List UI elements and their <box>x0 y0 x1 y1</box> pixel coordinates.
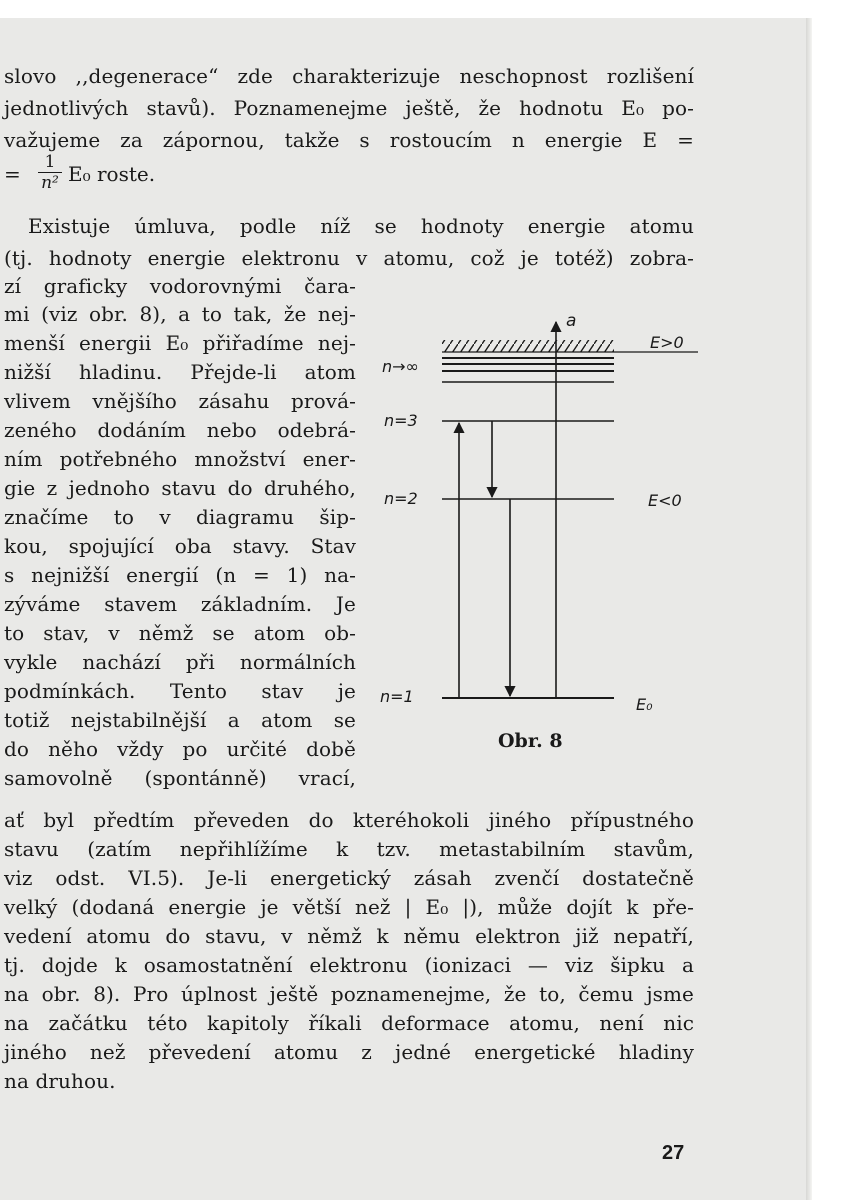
formula-numerator: 1 <box>38 152 62 173</box>
formula-denominator: n² <box>41 173 59 193</box>
text-line: važujeme za zápornou, takže s rostoucím n energie E = <box>4 128 694 152</box>
text-line: velký (dodaná energie je větší než | E₀ |), může dojít k pře- <box>4 895 694 919</box>
text-line: nižší hladinu. Přejde-li atom <box>4 360 356 384</box>
text-line: mi (viz obr. 8), a to tak, že nej- <box>4 302 356 326</box>
formula-fraction <box>38 152 62 193</box>
continuum-hatch <box>442 340 614 352</box>
text-line: Existuje úmluva, podle níž se hodnoty energie atomu <box>28 214 694 238</box>
text-line: stavu (zatím nepřihlížíme k tzv. metastabilním stavům, <box>4 837 694 861</box>
text-line: vlivem vnějšího zásahu prová- <box>4 389 356 413</box>
text-line: podmínkách. Tento stav je <box>4 679 356 703</box>
level-n-infinity <box>442 358 614 382</box>
text-line: samovolně (spontánně) vrací, <box>4 766 356 790</box>
text-line: ním potřebného množství ener- <box>4 447 356 471</box>
text-line: zýváme stavem základním. Je <box>4 592 356 616</box>
text-line: slovo ,,degenerace“ zde charakterizuje neschopnost rozlišení <box>4 64 694 88</box>
arrow-a-label: a <box>566 311 577 331</box>
text-line: na obr. 8). Pro úplnost ještě poznamenejme, že to, čemu jsme <box>4 982 694 1006</box>
text-line: jiného než převedení atomu z jedné energetické hladiny <box>4 1040 694 1064</box>
level-label-n2: n=2 <box>384 489 418 508</box>
formula-tail: E₀ roste. <box>68 162 156 186</box>
page-number: 27 <box>662 1142 685 1164</box>
text-line: na druhou. <box>4 1069 116 1093</box>
text-line: do něho vždy po určité době <box>4 737 356 761</box>
text-line: tj. dojde k osamostatnění elektronu (ionizaci — viz šipku a <box>4 953 694 977</box>
level-label-n1: n=1 <box>380 687 414 706</box>
text-line: menší energii E₀ přiřadíme nej- <box>4 331 356 355</box>
level-label-n-infinity: n→∞ <box>382 357 419 376</box>
text-line: značíme to v diagramu šip- <box>4 505 356 529</box>
page-edge <box>806 18 812 1200</box>
text-line: jednotlivých stavů). Poznamenejme ještě, že hodnotu E₀ po- <box>4 96 694 120</box>
level-label-e0: E₀ <box>636 695 653 714</box>
text-line: gie z jednoho stavu do druhého, <box>4 476 356 500</box>
text-line: ať byl předtím převeden do kteréhokoli jiného přípustného <box>4 808 694 832</box>
formula-equals: = <box>4 162 21 186</box>
text-line: zí graficky vodorovnými čara- <box>4 274 356 298</box>
text-line: (tj. hodnoty energie elektronu v atomu, což je totéž) zobra- <box>4 246 694 270</box>
text-line: zeného dodáním nebo odebrá- <box>4 418 356 442</box>
text-line: viz odst. VI.5). Je-li energetický zásah zvenčí dostatečně <box>4 866 694 890</box>
text-line: to stav, v němž se atom ob- <box>4 621 356 645</box>
region-label-negative: E<0 <box>648 491 682 510</box>
text-line: kou, spojující oba stavy. Stav <box>4 534 356 558</box>
text-line: totiž nejstabilnější a atom se <box>4 708 356 732</box>
text-line: na začátku této kapitoly říkali deformace atomu, není nic <box>4 1011 694 1035</box>
text-line: vedení atomu do stavu, v němž k němu elektron již nepatří, <box>4 924 694 948</box>
region-label-positive: E>0 <box>650 333 684 352</box>
text-line: vykle nachází při normálních <box>4 650 356 674</box>
energy-level-diagram <box>370 296 710 716</box>
text-line: s nejnižší energií (n = 1) na- <box>4 563 356 587</box>
figure-caption: Obr. 8 <box>498 730 563 752</box>
level-label-n3: n=3 <box>384 411 418 430</box>
